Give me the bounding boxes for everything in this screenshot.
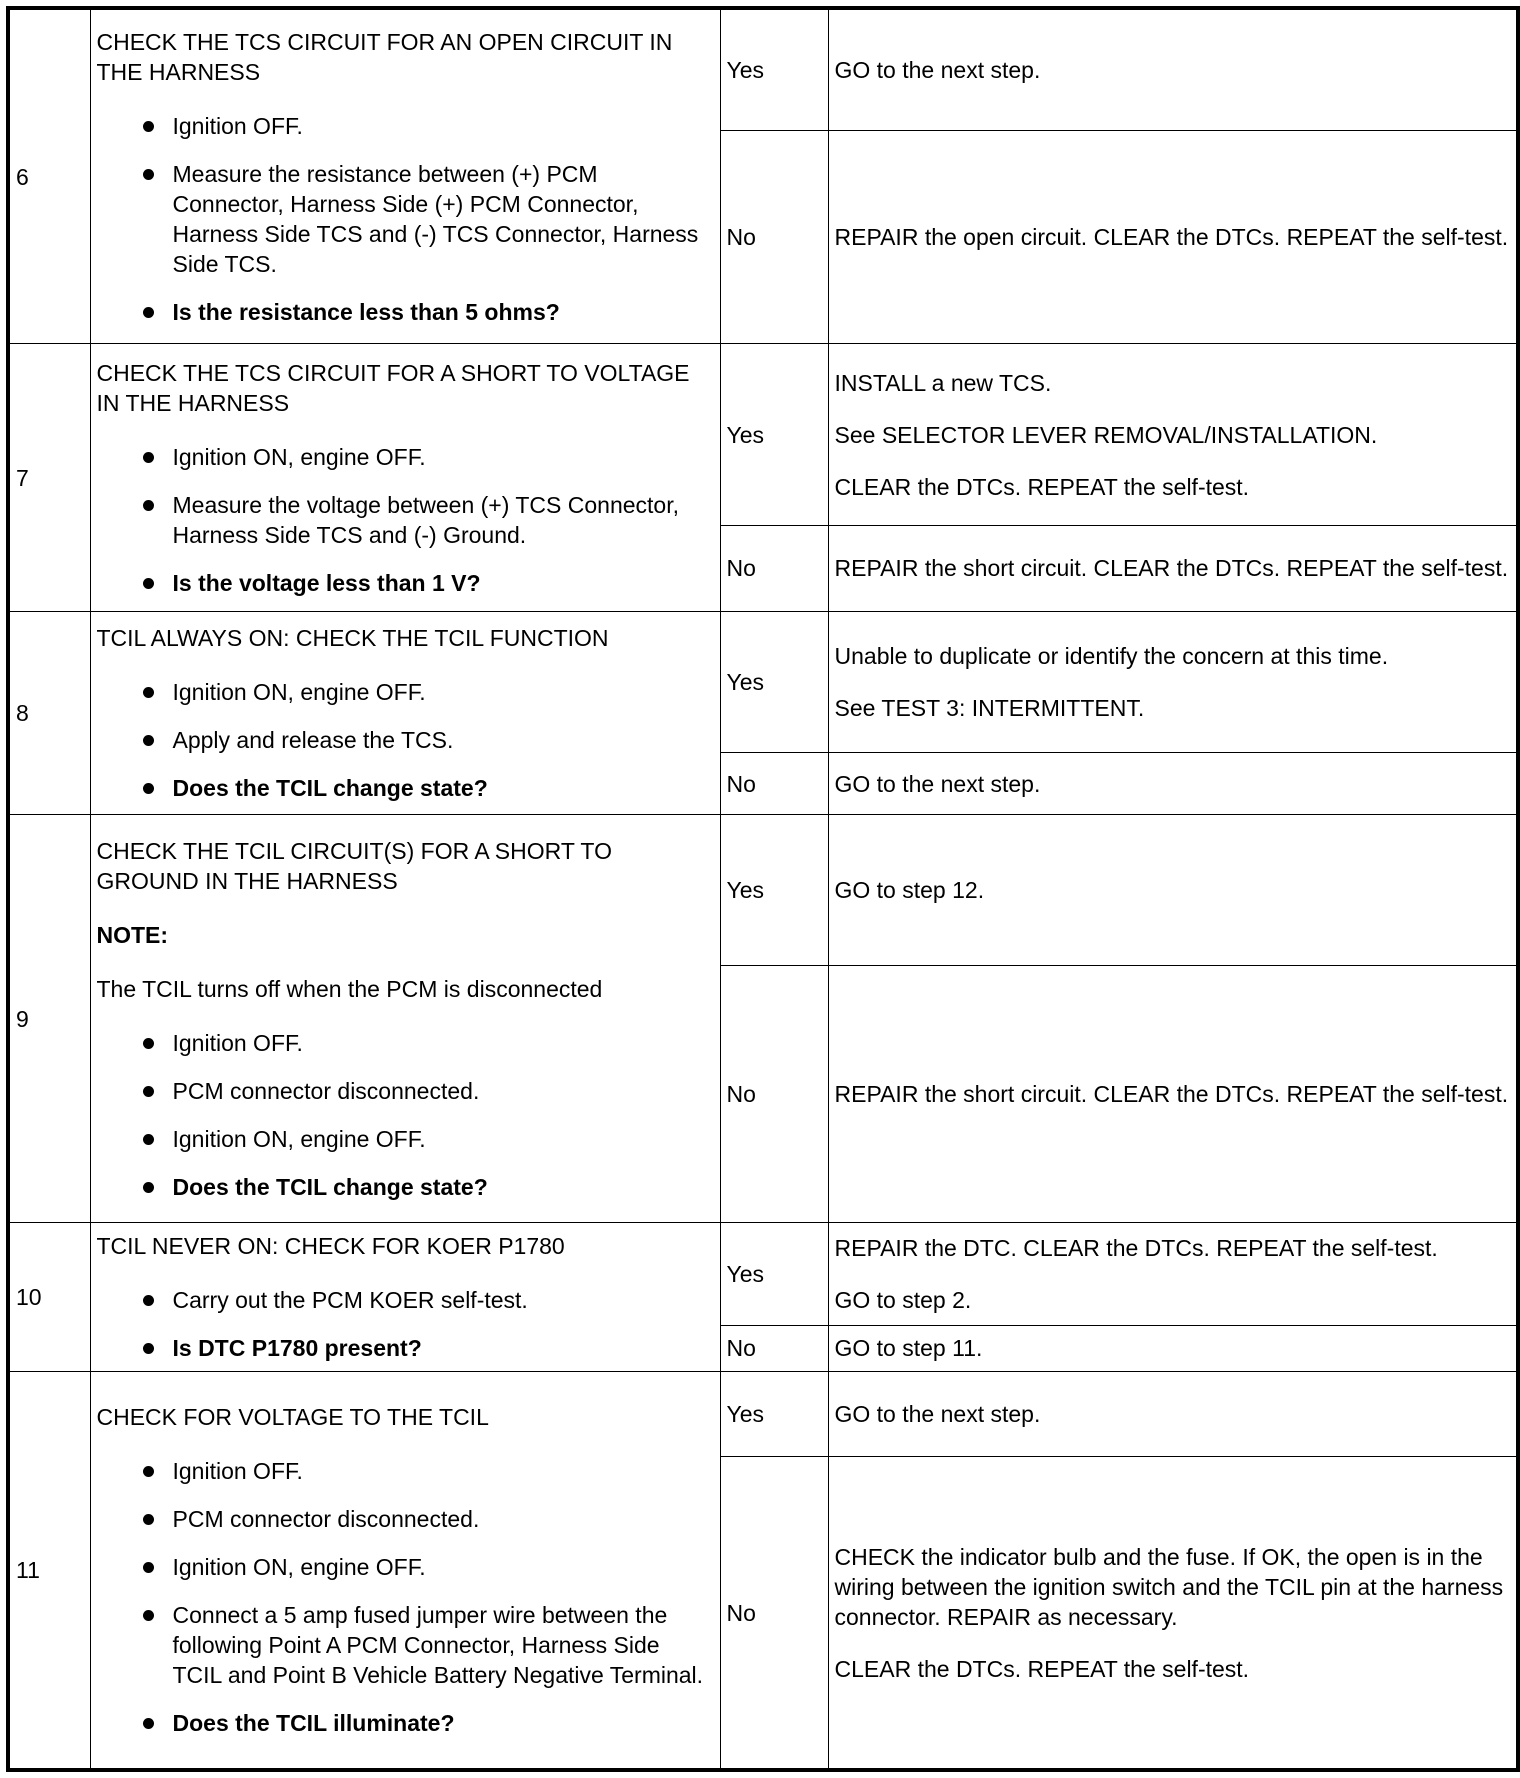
- action-text: Unable to duplicate or identify the concern at this time.: [834, 643, 1389, 670]
- action-cell: [828, 965, 1518, 1222]
- diagnostic-procedure-table: [6, 6, 1520, 1772]
- bullet-icon: [143, 1610, 154, 1621]
- test-step-title: CHECK FOR VOLTAGE TO THE TCIL: [96, 1403, 489, 1430]
- test-step-list: [97, 1285, 714, 1363]
- test-item-text: Measure the voltage between (+) TCS Connector, Harness Side TCS and (-) Ground.: [172, 491, 679, 548]
- test-item-text: Does the TCIL illuminate?: [172, 1709, 455, 1736]
- bullet-icon: [143, 307, 154, 318]
- test-instruction: [97, 1504, 714, 1534]
- bullet-icon: [143, 1086, 154, 1097]
- test-item-text: Ignition ON, engine OFF.: [172, 443, 426, 470]
- action-text: REPAIR the DTC. CLEAR the DTCs. REPEAT the self-test.: [834, 1235, 1438, 1262]
- diagnostic-table-body: [8, 8, 1518, 1770]
- bullet-icon: [143, 1562, 154, 1573]
- bullet-icon: [143, 1182, 154, 1193]
- test-instruction: [97, 1076, 714, 1106]
- test-item-text: Measure the resistance between (+) PCM Connector, Harness Side (+) PCM Connector, Harness Side TCS and (-) TCS Connector, Harness Side TCS.: [172, 160, 699, 277]
- bullet-icon: [143, 121, 154, 132]
- test-step-title: TCIL ALWAYS ON: CHECK THE TCIL FUNCTION: [96, 625, 609, 652]
- bullet-icon: [143, 1295, 154, 1306]
- bullet-icon: [143, 1343, 154, 1354]
- action-text: CLEAR the DTCs. REPEAT the self-test.: [834, 473, 1250, 500]
- test-item-text: Does the TCIL change state?: [172, 1173, 488, 1200]
- bullet-icon: [143, 169, 154, 180]
- action-text: CLEAR the DTCs. REPEAT the self-test.: [834, 1655, 1250, 1682]
- bullet-icon: [143, 500, 154, 511]
- action-text: GO to step 12.: [834, 877, 985, 904]
- action-cell: [828, 131, 1518, 344]
- test-step-cell: [90, 1222, 720, 1371]
- test-instruction: [97, 1552, 714, 1582]
- step-number: 11: [8, 1371, 90, 1770]
- bullet-icon: [143, 735, 154, 746]
- action-cell: [828, 525, 1518, 611]
- test-instruction: [97, 442, 714, 472]
- test-instruction: [97, 490, 714, 550]
- test-item-text: Is DTC P1780 present?: [172, 1334, 422, 1361]
- test-step-title: CHECK THE TCS CIRCUIT FOR AN OPEN CIRCUIT IN THE HARNESS: [96, 28, 673, 85]
- action-cell: [828, 1371, 1518, 1457]
- test-item-text: Ignition OFF.: [172, 1457, 303, 1484]
- test-question: [97, 568, 714, 598]
- action-cell: [828, 8, 1518, 131]
- test-question: [97, 1708, 714, 1738]
- answer-yes: Yes: [720, 1371, 828, 1457]
- action-text: GO to the next step.: [834, 1400, 1041, 1427]
- action-cell: [828, 815, 1518, 965]
- test-item-text: Is the voltage less than 1 V?: [172, 569, 481, 596]
- answer-yes: Yes: [720, 612, 828, 753]
- table-row: [8, 1222, 1518, 1325]
- step-number: 7: [8, 344, 90, 612]
- test-step-list: [97, 111, 714, 327]
- test-instruction: [97, 1028, 714, 1058]
- test-step-cell: [90, 612, 720, 815]
- test-instruction: [97, 111, 714, 141]
- step-number: 10: [8, 1222, 90, 1371]
- answer-yes: Yes: [720, 344, 828, 525]
- test-instruction: [97, 1600, 714, 1690]
- action-text: REPAIR the short circuit. CLEAR the DTCs. REPEAT the self-test.: [834, 555, 1509, 582]
- action-text: INSTALL a new TCS.: [834, 369, 1052, 396]
- test-item-text: Connect a 5 amp fused jumper wire between the following Point A PCM Connector, Harness Side TCIL and Point B Vehicle Battery Negative Terminal.: [172, 1601, 704, 1688]
- test-step-list: [97, 442, 714, 598]
- action-text: GO to the next step.: [834, 770, 1041, 797]
- test-item-text: Ignition ON, engine OFF.: [172, 1125, 426, 1152]
- answer-no: No: [720, 965, 828, 1222]
- action-text: CHECK the indicator bulb and the fuse. If OK, the open is in the wiring between the ignition switch and the TCIL pin at the harness connector. REPAIR as necessary.: [834, 1543, 1504, 1630]
- action-text: REPAIR the open circuit. CLEAR the DTCs. REPEAT the self-test.: [834, 224, 1509, 251]
- test-instruction: [97, 159, 714, 279]
- action-cell: [828, 1326, 1518, 1372]
- test-question: [97, 1172, 714, 1202]
- table-row: [8, 8, 1518, 131]
- answer-no: No: [720, 525, 828, 611]
- test-item-text: Is the resistance less than 5 ohms?: [172, 298, 560, 325]
- test-step-cell: [90, 8, 720, 344]
- test-step-cell: [90, 1371, 720, 1770]
- table-row: [8, 344, 1518, 525]
- test-instruction: [97, 1456, 714, 1486]
- test-item-text: PCM connector disconnected.: [172, 1077, 480, 1104]
- bullet-icon: [143, 452, 154, 463]
- answer-no: No: [720, 131, 828, 344]
- action-cell: [828, 612, 1518, 753]
- action-text: See TEST 3: INTERMITTENT.: [834, 695, 1145, 722]
- test-question: [97, 1333, 714, 1363]
- answer-no: No: [720, 1457, 828, 1770]
- test-item-text: Ignition ON, engine OFF.: [172, 679, 426, 706]
- test-item-text: Does the TCIL change state?: [172, 775, 488, 802]
- action-text: REPAIR the short circuit. CLEAR the DTCs. REPEAT the self-test.: [834, 1080, 1509, 1107]
- answer-yes: Yes: [720, 8, 828, 131]
- action-text: GO to step 11.: [834, 1335, 983, 1362]
- test-question: [97, 297, 714, 327]
- answer-yes: Yes: [720, 1222, 828, 1325]
- test-item-text: Ignition OFF.: [172, 112, 303, 139]
- test-step-title: CHECK THE TCS CIRCUIT FOR A SHORT TO VOLTAGE IN THE HARNESS: [96, 359, 690, 416]
- test-instruction: [97, 725, 714, 755]
- answer-yes: Yes: [720, 815, 828, 965]
- step-number: 8: [8, 612, 90, 815]
- test-instruction: [97, 677, 714, 707]
- test-step-title: TCIL NEVER ON: CHECK FOR KOER P1780: [96, 1232, 565, 1259]
- table-row: [8, 1371, 1518, 1457]
- table-row: [8, 612, 1518, 753]
- test-instruction: [97, 1124, 714, 1154]
- action-cell: [828, 1457, 1518, 1770]
- action-text: GO to the next step.: [834, 57, 1041, 84]
- test-step-title: CHECK THE TCIL CIRCUIT(S) FOR A SHORT TO GROUND IN THE HARNESS: [96, 837, 612, 894]
- bullet-icon: [143, 783, 154, 794]
- test-step-list: [97, 677, 714, 803]
- test-instruction: [97, 1285, 714, 1315]
- note-text: The TCIL turns off when the PCM is disconnected: [96, 975, 603, 1002]
- step-number: 9: [8, 815, 90, 1223]
- action-text: GO to step 2.: [834, 1287, 972, 1314]
- test-step-cell: [90, 344, 720, 612]
- step-number: 6: [8, 8, 90, 344]
- test-item-text: Ignition OFF.: [172, 1029, 303, 1056]
- test-question: [97, 773, 714, 803]
- bullet-icon: [143, 1466, 154, 1477]
- answer-no: No: [720, 1326, 828, 1372]
- bullet-icon: [143, 1038, 154, 1049]
- test-step-list: [97, 1456, 714, 1738]
- action-text: See SELECTOR LEVER REMOVAL/INSTALLATION.: [834, 421, 1378, 448]
- bullet-icon: [143, 578, 154, 589]
- test-item-text: PCM connector disconnected.: [172, 1505, 480, 1532]
- answer-no: No: [720, 753, 828, 815]
- test-item-text: Carry out the PCM KOER self-test.: [172, 1286, 528, 1313]
- test-step-cell: [90, 815, 720, 1223]
- bullet-icon: [143, 687, 154, 698]
- test-step-list: [97, 1028, 714, 1202]
- table-row: [8, 815, 1518, 965]
- action-cell: [828, 344, 1518, 525]
- bullet-icon: [143, 1514, 154, 1525]
- bullet-icon: [143, 1718, 154, 1729]
- action-cell: [828, 1222, 1518, 1325]
- note-label: NOTE:: [96, 921, 169, 948]
- test-item-text: Apply and release the TCS.: [172, 727, 454, 754]
- bullet-icon: [143, 1134, 154, 1145]
- action-cell: [828, 753, 1518, 815]
- test-item-text: Ignition ON, engine OFF.: [172, 1553, 426, 1580]
